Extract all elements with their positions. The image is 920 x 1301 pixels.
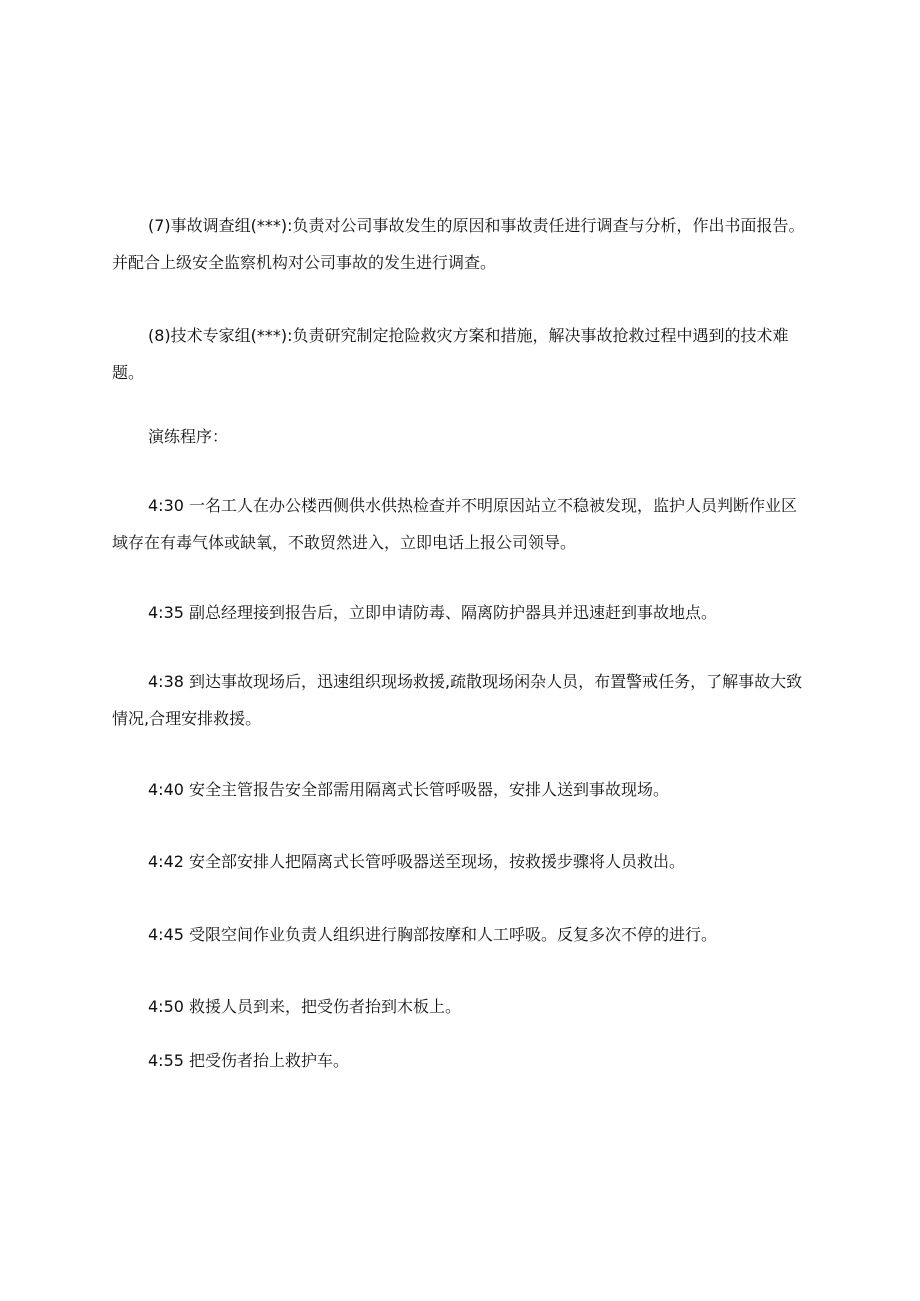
procedure-step-0430: 4:30 一名工人在办公楼西侧供水供热检查并不明原因站立不稳被发现，监护人员判断作业区域存在有毒气体或缺氧，不敢贸然进入，立即电话上报公司领导。 [112,496,798,552]
paragraph-expert-group: (8)技术专家组(***):负责研究制定抢险救灾方案和措施，解决事故抢救过程中遇到的技术难题。 [112,326,789,382]
procedure-step-0442: 4:42 安全部安排人把隔离式长管呼吸器送至现场，按救援步骤将人员救出。 [148,852,686,871]
procedure-step-0440: 4:40 安全主管报告安全部需用隔离式长管呼吸器，安排人送到事故现场。 [148,780,670,799]
procedure-step-0455: 4:55 把受伤者抬上救护车。 [148,1051,350,1070]
procedure-step-0445: 4:45 受限空间作业负责人组织进行胸部按摩和人工呼吸。反复多次不停的进行。 [148,925,718,944]
paragraph-investigation-group: (7)事故调查组(***):负责对公司事故发生的原因和事故责任进行调查与分析，作出书面报告。并配合上级安全监察机构对公司事故的发生进行调查。 [112,216,805,272]
procedure-step-0450: 4:50 救援人员到来，把受伤者抬到木板上。 [148,997,462,1016]
procedure-step-0438: 4:38 到达事故现场后，迅速组织现场救援,疏散现场闲杂人员，布置警戒任务，了解事故大致情况,合理安排救援。 [112,672,803,728]
drill-procedure-heading: 演练程序： [148,427,229,446]
procedure-step-0435: 4:35 副总经理接到报告后，立即申请防毒、隔离防护器具并迅速赶到事故地点。 [148,603,718,622]
